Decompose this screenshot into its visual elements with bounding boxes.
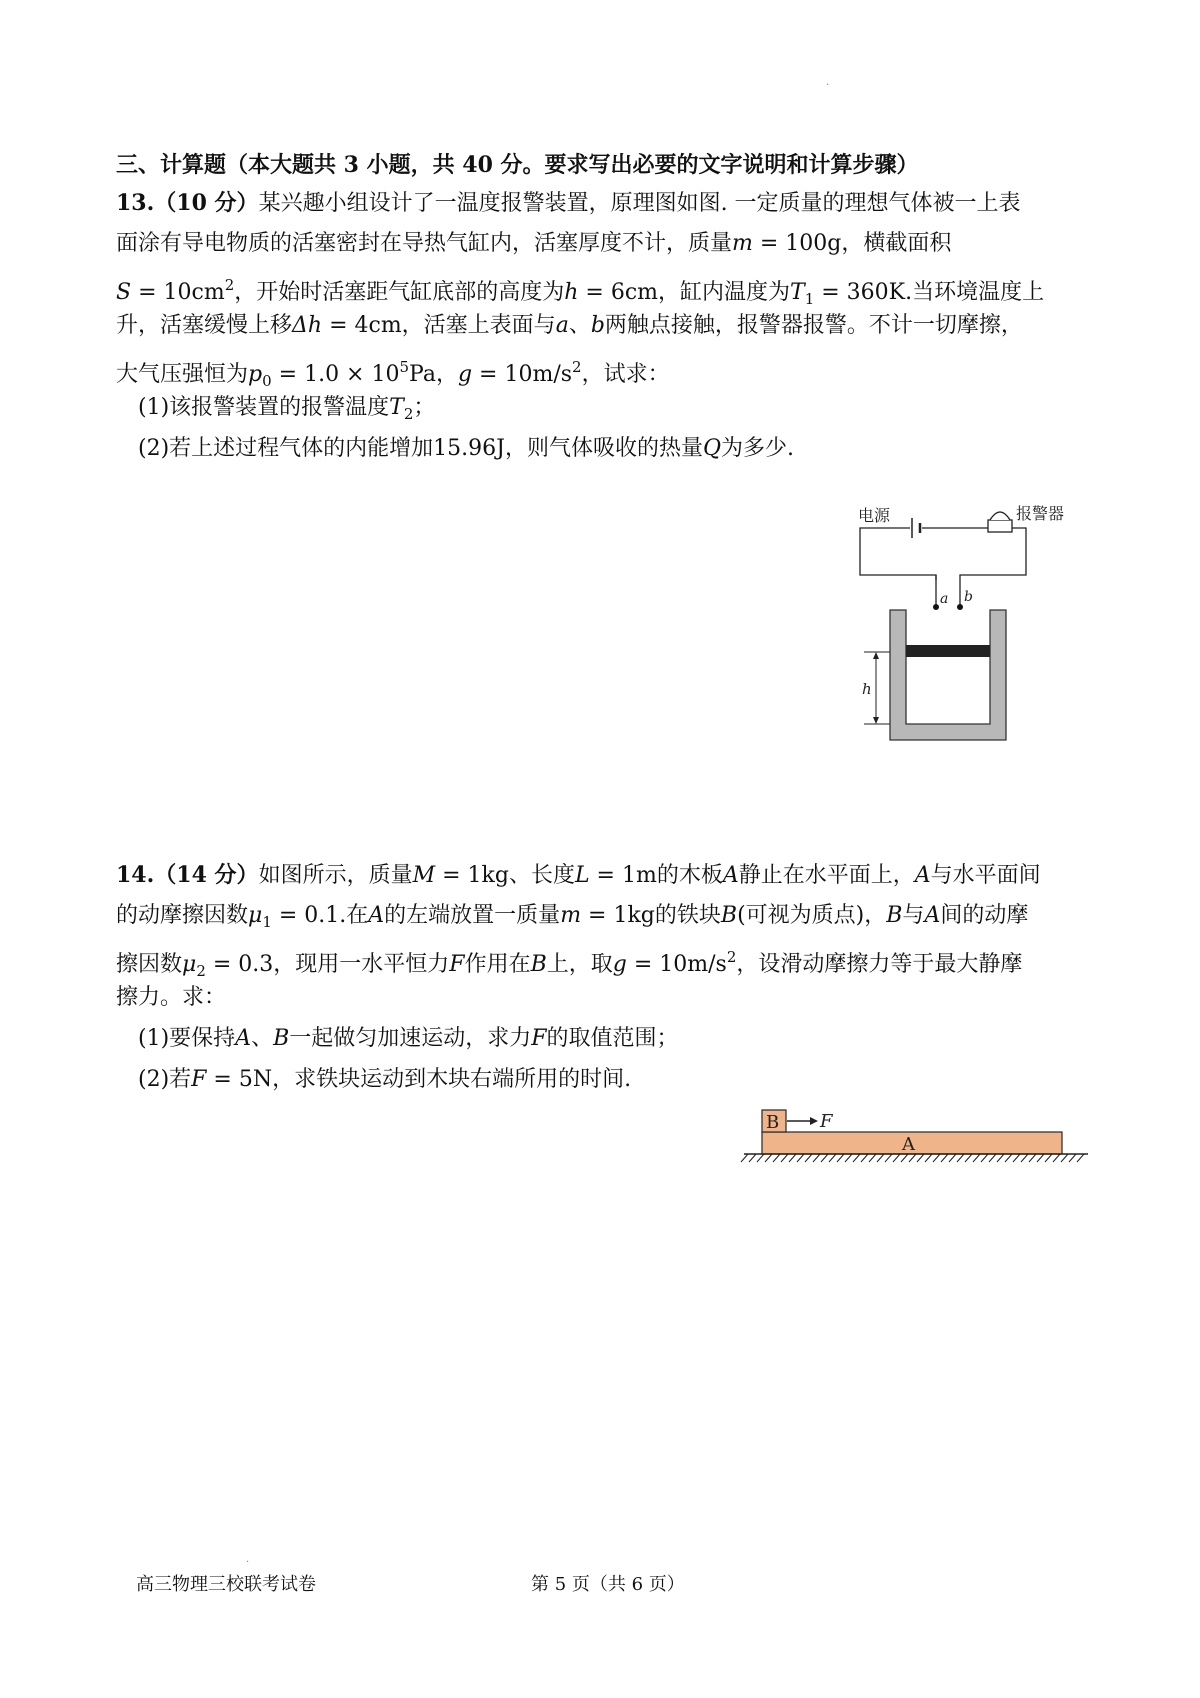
ground-hatch-line (997, 1154, 1004, 1162)
var-B: B (530, 952, 547, 977)
q13-text: (1)该报警装置的报警温度 (138, 395, 390, 420)
q14-text: (可视为质点)， (737, 903, 887, 928)
ground-hatch-line (869, 1154, 876, 1162)
var-T2: T (389, 395, 404, 420)
ground-hatch-line (853, 1154, 860, 1162)
q13-line-3 (116, 270, 1044, 314)
alarm-bell-icon (990, 512, 1010, 520)
q14-text: = 1m的木板 (589, 863, 723, 888)
ground-hatching (741, 1154, 1084, 1162)
var-Q: Q (702, 436, 722, 461)
q14-text: (1)要保持 (138, 1026, 236, 1051)
piston (906, 645, 990, 657)
q14-score: （14 分） (154, 862, 259, 888)
q13-text: 、 (568, 313, 591, 338)
q14-text: 的左端放置一质量 (384, 903, 561, 928)
q14-text: (2)若 (138, 1067, 192, 1092)
q13-line-5 (116, 352, 670, 396)
var-g: g (457, 362, 473, 387)
q14-text: 静止在水平面上， (738, 863, 915, 888)
q14-text: 的取值范围； (546, 1026, 679, 1051)
subscript-0: 0 (262, 372, 272, 390)
alarm-box (988, 520, 1012, 532)
superscript-2: 2 (572, 358, 582, 376)
q14-text: 的动摩擦因数 (116, 903, 249, 928)
q14-text: 擦力。求： (116, 985, 227, 1010)
q14-text: 与水平面间 (930, 863, 1041, 888)
subscript-1: 1 (804, 290, 815, 308)
var-m: m (560, 903, 582, 928)
footer-exam-title: 高三物理三校联考试卷 (136, 1574, 316, 1595)
circuit-wire-left (860, 528, 936, 580)
q14-text: = 0.3，现用一水平恒力 (205, 952, 450, 977)
ground-hatch-line (781, 1154, 788, 1162)
subscript-2: 2 (196, 962, 206, 980)
ground-hatch-line (973, 1154, 980, 1162)
ground-hatch-line (1045, 1154, 1052, 1162)
force-arrowhead (810, 1117, 818, 1125)
force-label: F (820, 1111, 833, 1132)
q14-part-2 (138, 1065, 631, 1095)
var-A: A (235, 1026, 252, 1051)
q14-part-1 (138, 1024, 679, 1054)
ground-hatch-line (1029, 1154, 1036, 1162)
var-h: h (564, 280, 579, 305)
height-arrowhead-down (873, 717, 879, 724)
var-A: A (924, 903, 941, 928)
ground-hatch-line (813, 1154, 820, 1162)
ground-hatch-line (917, 1154, 924, 1162)
superscript-5: 5 (399, 358, 410, 376)
var-A: A (914, 863, 931, 888)
q14-text: 、 (251, 1026, 274, 1051)
var-T1: T (790, 280, 805, 305)
q13-text: 升，活塞缓慢上移 (116, 313, 293, 338)
ground-hatch-line (1005, 1154, 1012, 1162)
var-m: m (732, 231, 753, 256)
q13-text: = 4cm，活塞上表面与 (322, 313, 556, 338)
superscript-2: 2 (224, 276, 235, 294)
section-title: 三、计算题（本大题共 3 小题，共 40 分。要求写出必要的文字说明和计算步骤） (116, 152, 919, 178)
q14-line-3 (116, 942, 1022, 986)
q13-text: = 360K.当环境温度上 (814, 280, 1045, 305)
q13-text: 两触点接触，报警器报警。不计一切摩擦， (604, 313, 1023, 338)
var-S: S (116, 280, 132, 305)
subscript-2: 2 (403, 405, 414, 423)
ground-hatch-line (749, 1154, 756, 1162)
q13-text: = 1.0 × 10 (271, 362, 400, 387)
q14-text: = 0.1.在 (271, 903, 369, 928)
q14-text: 上，取 (546, 952, 613, 977)
subscript-1: 1 (262, 913, 272, 931)
cylinder-wall (890, 610, 1006, 740)
q14-text: = 1kg的铁块 (581, 903, 721, 928)
var-B: B (720, 903, 738, 928)
q13-part-1 (138, 393, 435, 429)
ground-hatch-line (805, 1154, 812, 1162)
ground-hatch-line (757, 1154, 764, 1162)
q13-text: = 6cm，缸内温度为 (578, 280, 791, 305)
block-B-label: B (766, 1112, 780, 1133)
q13-text-1: 某兴趣小组设计了一温度报警装置，原理图如图. 一定质量的理想气体被一上表 (258, 191, 1021, 216)
var-M: M (412, 863, 436, 888)
ground-hatch-line (1037, 1154, 1044, 1162)
q14-number: 14. (116, 862, 155, 888)
ground-hatch-line (797, 1154, 804, 1162)
q14-line-1 (116, 860, 1041, 891)
q13-text: = 100g，横截面积 (752, 231, 952, 256)
var-mu1: μ (248, 903, 263, 928)
height-arrowhead-up (873, 652, 879, 659)
ground-hatch-line (837, 1154, 844, 1162)
q14-line-2 (116, 901, 1028, 937)
ground-hatch-line (965, 1154, 972, 1162)
q14-text: 擦因数 (116, 952, 183, 977)
q14-text: 间的动摩 (940, 903, 1029, 928)
var-g: g (612, 952, 627, 977)
var-A: A (722, 863, 739, 888)
footer-page-number: 第 5 页（共 6 页） (531, 1574, 685, 1595)
var-b: b (590, 313, 605, 338)
ground-hatch-line (829, 1154, 836, 1162)
q13-text: = 10m/s (472, 362, 573, 387)
q13-text: ； (413, 395, 436, 420)
alarm-label: 报警器 (1016, 504, 1065, 523)
q13-text: (2)若上述过程气体的内能增加15.96J，则气体吸收的热量 (138, 436, 703, 461)
ground-hatch-line (885, 1154, 892, 1162)
alarm-circuit-diagram (850, 495, 1065, 760)
ground-hatch-line (1061, 1154, 1068, 1162)
var-a: a (555, 313, 569, 338)
q14-text: 如图所示，质量 (258, 863, 413, 888)
ground-hatch-line (861, 1154, 868, 1162)
height-label: h (862, 680, 872, 698)
q13-part-2 (138, 434, 794, 464)
q13-text: ，试求： (581, 362, 670, 387)
var-A: A (368, 903, 385, 928)
scan-speck: · (826, 80, 830, 91)
var-B: B (886, 903, 903, 928)
ground-hatch-line (1053, 1154, 1060, 1162)
board-A-label: A (902, 1134, 915, 1155)
ground-hatch-line (957, 1154, 964, 1162)
q14-text: = 10m/s (626, 952, 727, 977)
q13-text: 面涂有导电物质的活塞密封在导热气缸内，活塞厚度不计，质量 (116, 231, 733, 256)
ground-hatch-line (933, 1154, 940, 1162)
board-block-diagram (740, 1105, 1100, 1165)
contact-a-label: a (940, 591, 949, 607)
ground-hatch-line (1069, 1154, 1076, 1162)
q13-line-1 (116, 188, 1021, 219)
q14-text: 与 (902, 903, 925, 928)
ground-hatch-line (949, 1154, 956, 1162)
ground-hatch-line (765, 1154, 772, 1162)
scan-speck: · (246, 1557, 250, 1568)
q14-text: = 1kg、长度 (435, 863, 575, 888)
q14-text: ，设滑动摩擦力等于最大静摩 (736, 952, 1023, 977)
superscript-2: 2 (726, 948, 737, 966)
q13-text: = 10cm (131, 280, 225, 305)
q14-text: 一起做匀加速运动，求力 (289, 1026, 532, 1051)
ground-hatch-line (925, 1154, 932, 1162)
var-dh: Δh (292, 313, 323, 338)
q13-text: 为多少. (721, 436, 795, 461)
ground-hatch-line (845, 1154, 852, 1162)
contact-a (933, 604, 939, 610)
q13-number: 13. (116, 190, 155, 216)
contact-b-label: b (964, 589, 973, 605)
q13-text: Pa， (409, 362, 458, 387)
ground-hatch-line (1021, 1154, 1028, 1162)
var-p0: p (248, 362, 263, 387)
ground-hatch-line (941, 1154, 948, 1162)
ground-hatch-line (1013, 1154, 1020, 1162)
ground-hatch-line (877, 1154, 884, 1162)
ground-hatch-line (1077, 1154, 1084, 1162)
q14-text: = 5N，求铁块运动到木块右端所用的时间. (206, 1067, 632, 1092)
var-F: F (531, 1026, 547, 1051)
q13-text: 大气压强恒为 (116, 362, 249, 387)
ground-hatch-line (741, 1154, 748, 1162)
ground-hatch-line (909, 1154, 916, 1162)
ground-hatch-line (981, 1154, 988, 1162)
q14-line-4 (116, 983, 226, 1013)
var-L: L (574, 863, 590, 888)
q13-score: （10 分） (154, 190, 259, 216)
q13-line-4 (116, 311, 1023, 341)
var-F: F (449, 952, 465, 977)
q13-line-2 (116, 229, 951, 259)
contact-b (957, 604, 963, 610)
ground-hatch-line (821, 1154, 828, 1162)
var-mu2: μ (182, 952, 197, 977)
ground-hatch-line (901, 1154, 908, 1162)
ground-hatch-line (789, 1154, 796, 1162)
ground-hatch-line (893, 1154, 900, 1162)
var-B: B (273, 1026, 290, 1051)
power-label: 电源 (858, 506, 891, 525)
var-F: F (191, 1067, 207, 1092)
ground-hatch-line (773, 1154, 780, 1162)
q13-text: ，开始时活塞距气缸底部的高度为 (234, 280, 565, 305)
q14-text: 作用在 (464, 952, 531, 977)
ground-hatch-line (989, 1154, 996, 1162)
